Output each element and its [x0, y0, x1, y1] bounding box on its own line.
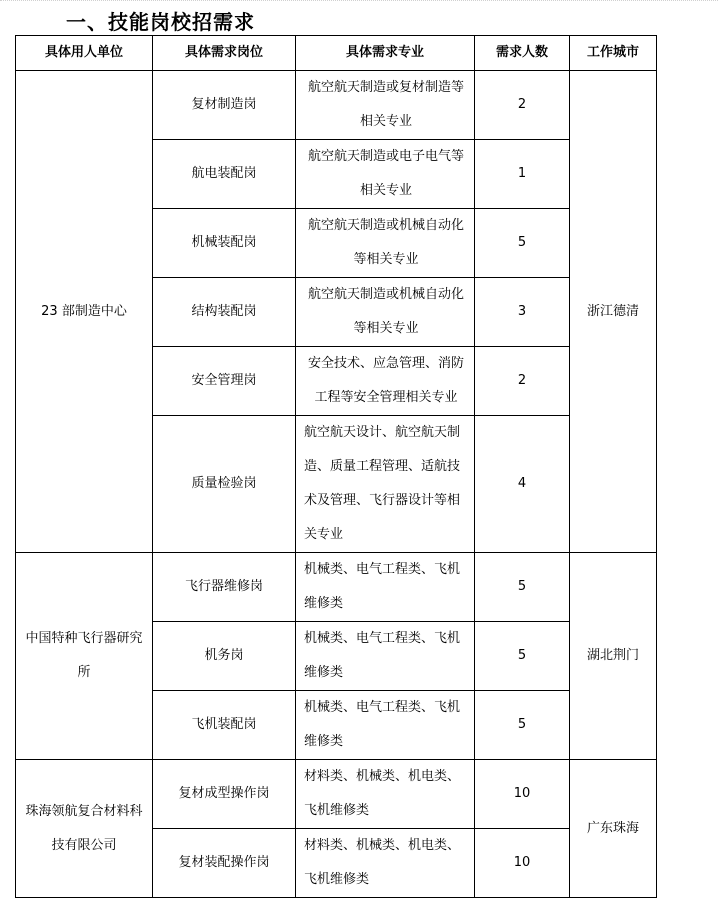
major-cell: 航空航天制造或机械自动化等相关专业	[296, 209, 475, 278]
header-major: 具体需求专业	[296, 36, 475, 71]
count-cell: 10	[475, 760, 570, 829]
count-cell: 10	[475, 829, 570, 898]
count-cell: 3	[475, 278, 570, 347]
header-position: 具体需求岗位	[153, 36, 296, 71]
position-cell: 复材装配操作岗	[153, 829, 296, 898]
position-cell: 航电装配岗	[153, 140, 296, 209]
position-cell: 安全管理岗	[153, 347, 296, 416]
major-cell: 航空航天制造或电子电气等相关专业	[296, 140, 475, 209]
major-cell: 航空航天制造或复材制造等相关专业	[296, 71, 475, 140]
table-row	[16, 71, 657, 140]
position-cell: 机务岗	[153, 622, 296, 691]
position-cell: 机械装配岗	[153, 209, 296, 278]
header-row	[16, 36, 657, 71]
major-cell: 机械类、电气工程类、飞机维修类	[296, 691, 475, 760]
count-cell: 5	[475, 622, 570, 691]
count-cell: 4	[475, 416, 570, 553]
count-cell: 5	[475, 691, 570, 760]
header-unit: 具体用人单位	[16, 36, 153, 71]
section-heading: 一、技能岗校招需求	[66, 10, 255, 34]
major-cell: 材料类、机械类、机电类、飞机维修类	[296, 829, 475, 898]
recruitment-table	[15, 35, 657, 898]
count-cell: 5	[475, 209, 570, 278]
city-cell: 湖北荆门	[570, 553, 657, 760]
count-cell: 1	[475, 140, 570, 209]
header-city: 工作城市	[570, 36, 657, 71]
major-cell: 机械类、电气工程类、飞机维修类	[296, 553, 475, 622]
position-cell: 质量检验岗	[153, 416, 296, 553]
major-cell: 机械类、电气工程类、飞机维修类	[296, 622, 475, 691]
count-cell: 2	[475, 347, 570, 416]
count-cell: 2	[475, 71, 570, 140]
position-cell: 飞机装配岗	[153, 691, 296, 760]
major-cell: 安全技术、应急管理、消防工程等安全管理相关专业	[296, 347, 475, 416]
unit-cell: 中国特种飞行器研究所	[16, 553, 153, 760]
table-row	[16, 553, 657, 622]
unit-cell: 珠海领航复合材料科技有限公司	[16, 760, 153, 898]
major-cell: 材料类、机械类、机电类、飞机维修类	[296, 760, 475, 829]
position-cell: 复材成型操作岗	[153, 760, 296, 829]
city-cell: 浙江德清	[570, 71, 657, 553]
position-cell: 结构装配岗	[153, 278, 296, 347]
position-cell: 复材制造岗	[153, 71, 296, 140]
position-cell: 飞行器维修岗	[153, 553, 296, 622]
city-cell: 广东珠海	[570, 760, 657, 898]
header-count: 需求人数	[475, 36, 570, 71]
unit-cell: 23 部制造中心	[16, 71, 153, 553]
page-top-border	[0, 0, 718, 1]
major-cell: 航空航天设计、航空航天制造、质量工程管理、适航技术及管理、飞行器设计等相关专业	[296, 416, 475, 553]
table-row	[16, 760, 657, 829]
count-cell: 5	[475, 553, 570, 622]
major-cell: 航空航天制造或机械自动化等相关专业	[296, 278, 475, 347]
